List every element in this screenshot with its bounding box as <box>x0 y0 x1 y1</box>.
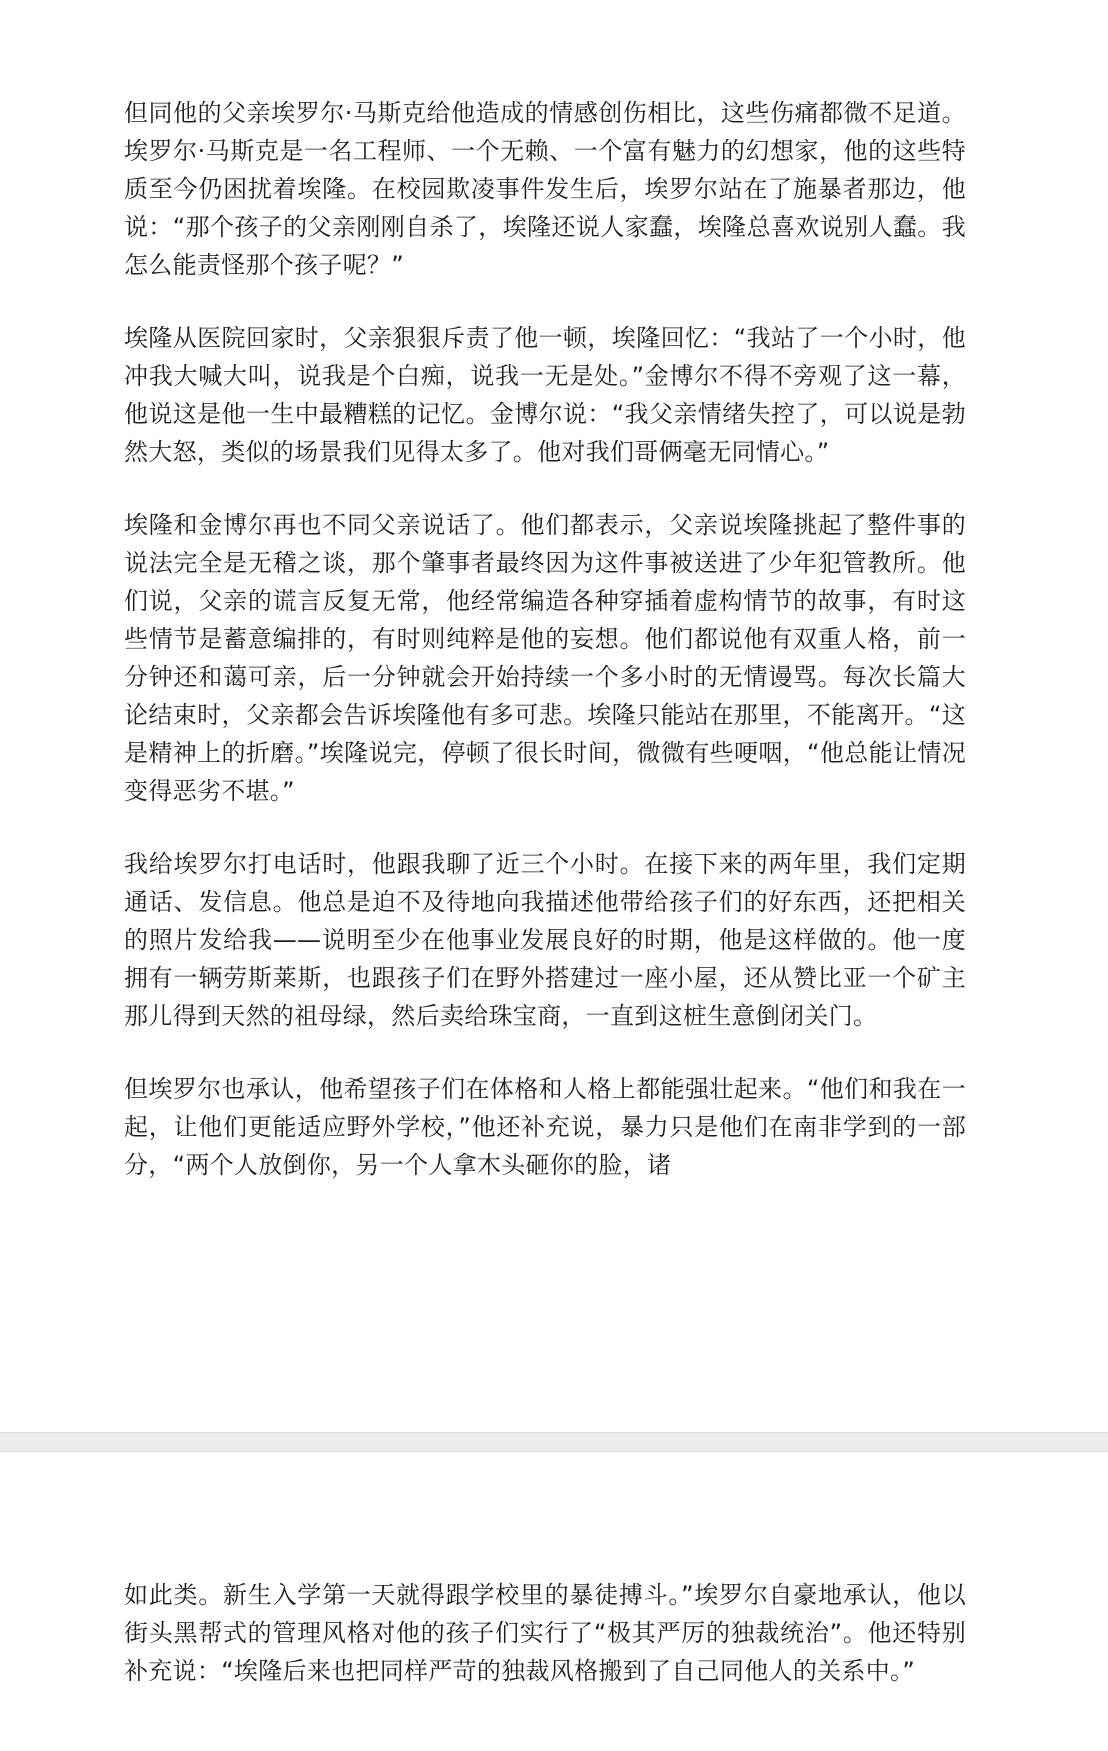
document-page-2 <box>0 1452 1108 1751</box>
page-2-text-block <box>124 1576 966 1690</box>
paragraph-5: 但埃罗尔也承认，他希望孩子们在体格和人格上都能强壮起来。“他们和我在一起，让他们更能适应野外学校，”他还补充说，暴力只是他们在南非学到的一部分，“两个人放倒你，另一个人拿木头砸你的脸，诸 <box>124 1075 966 1179</box>
paragraph-3: 埃隆和金博尔再也不同父亲说话了。他们都表示，父亲说埃隆挑起了整件事的说法完全是无稽之谈，那个肇事者最终因为这件事被送进了少年犯管教所。他们说，父亲的谎言反复无常，他经常编造各种穿插着虚构情节的故事，有时这些情节是蓄意编排的，有时则纯粹是他的妄想。他们都说他有双重人格，前一分钟还和蔼可亲，后一分钟就会开始持续一个多小时的无情谩骂。每次长篇大论结束时，父亲都会告诉埃隆他有多可悲。埃隆只能站在那里，不能离开。“这是精神上的折磨。”埃隆说完，停顿了很长时间，微微有些哽咽，“他总能让情况变得恶劣不堪。” <box>124 511 966 805</box>
watermark-fade <box>400 1727 700 1751</box>
paragraph-6: 如此类。新生入学第一天就得跟学校里的暴徒搏斗。”埃罗尔自豪地承认，他以街头黑帮式的管理风格对他的孩子们实行了“极其严厉的独裁统治”。他还特别补充说：“埃隆后来也把同样严苛的独裁风格搬到了自己同他人的关系中。” <box>124 1581 966 1685</box>
paragraph-4: 我给埃罗尔打电话时，他跟我聊了近三个小时。在接下来的两年里，我们定期通话、发信息。他总是迫不及待地向我描述他带给孩子们的好东西，还把相关的照片发给我——说明至少在他事业发展良好的时期，他是这样做的。他一度拥有一辆劳斯莱斯，也跟孩子们在野外搭建过一座小屋，还从赞比亚一个矿主那儿得到天然的祖母绿，然后卖给珠宝商，一直到这桩生意倒闭关门。 <box>124 850 966 1030</box>
page-1-text-block <box>124 94 966 1219</box>
page-separator <box>0 1432 1108 1452</box>
paragraph-1: 但同他的父亲埃罗尔·马斯克给他造成的情感创伤相比，这些伤痛都微不足道。埃罗尔·马斯克是一名工程师、一个无赖、一个富有魅力的幻想家，他的这些特质至今仍困扰着埃隆。在校园欺凌事件发生后，埃罗尔站在了施暴者那边，他说：“那个孩子的父亲刚刚自杀了，埃隆还说人家蠢，埃隆总喜欢说别人蠢。我怎么能责怪那个孩子呢？” <box>124 99 966 279</box>
paragraph-2: 埃隆从医院回家时，父亲狠狠斥责了他一顿，埃隆回忆：“我站了一个小时，他冲我大喊大叫，说我是个白痴，说我一无是处。”金博尔不得不旁观了这一幕，他说这是他一生中最糟糕的记忆。金博尔说：“我父亲情绪失控了，可以说是勃然大怒，类似的场景我们见得太多了。他对我们哥俩毫无同情心。” <box>124 324 966 466</box>
